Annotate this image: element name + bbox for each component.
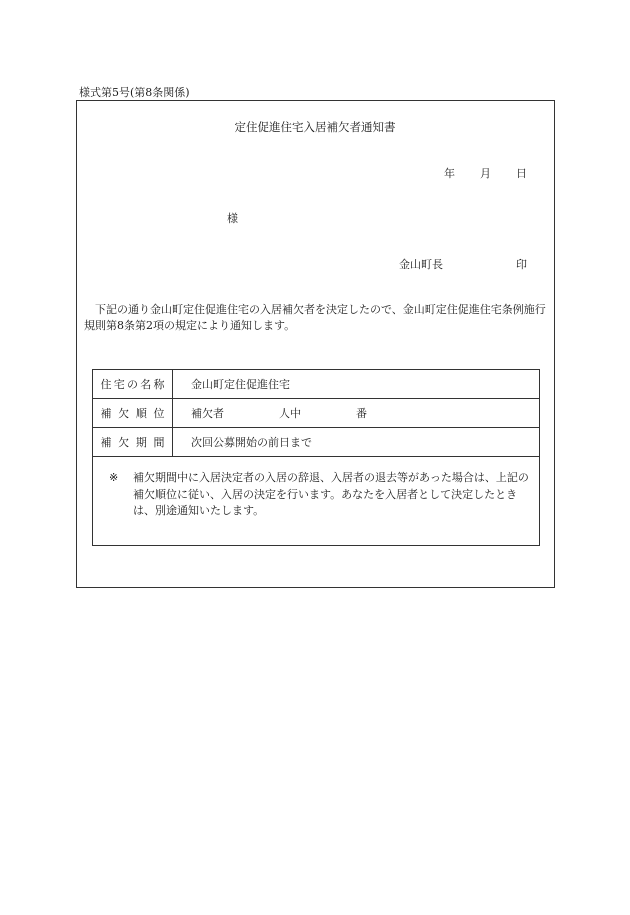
form-number-label: 様式第5号(第8条関係) <box>79 86 190 99</box>
note-mark: ※ <box>109 471 119 484</box>
seal-label: 印 <box>516 258 527 271</box>
notice-body-text: 下記の通り金山町定住促進住宅の入居補欠者を決定したので、金山町定住促進住宅条例施行規則第8条第2項の規定により通知します。 <box>84 303 546 332</box>
details-table <box>92 369 540 546</box>
row-label: 住宅の名称 <box>100 378 165 391</box>
row-label-cell <box>93 428 173 456</box>
row-value: 金山町定住促進住宅 <box>191 378 290 391</box>
addressee-suffix: 様 <box>227 212 238 225</box>
row-value: 次回公募開始の前日まで <box>191 436 312 449</box>
row-label-cell <box>93 370 173 398</box>
month-label: 月 <box>480 167 491 180</box>
row-label: 補欠順位 <box>100 407 165 420</box>
row-label: 補欠期間 <box>100 436 165 449</box>
table-row-waitlist-period <box>93 428 539 457</box>
document-title: 定住促進住宅入居補欠者通知書 <box>234 120 396 134</box>
table-row-housing-name <box>93 370 539 399</box>
table-row-waitlist-rank <box>93 399 539 428</box>
row-label-cell <box>93 399 173 427</box>
year-label: 年 <box>444 167 455 180</box>
table-note <box>109 470 537 520</box>
issuer-name: 金山町長 <box>399 258 443 271</box>
day-label: 日 <box>516 167 527 180</box>
row-value: 補欠者 人中 番 <box>191 407 367 420</box>
note-text: 補欠期間中に入居決定者の入居の辞退、入居者の退去等があった場合は、上記の補欠順位に従い、入居の決定を行います。あなたを入居者として決定したときは、別途通知いたします。 <box>133 471 529 517</box>
